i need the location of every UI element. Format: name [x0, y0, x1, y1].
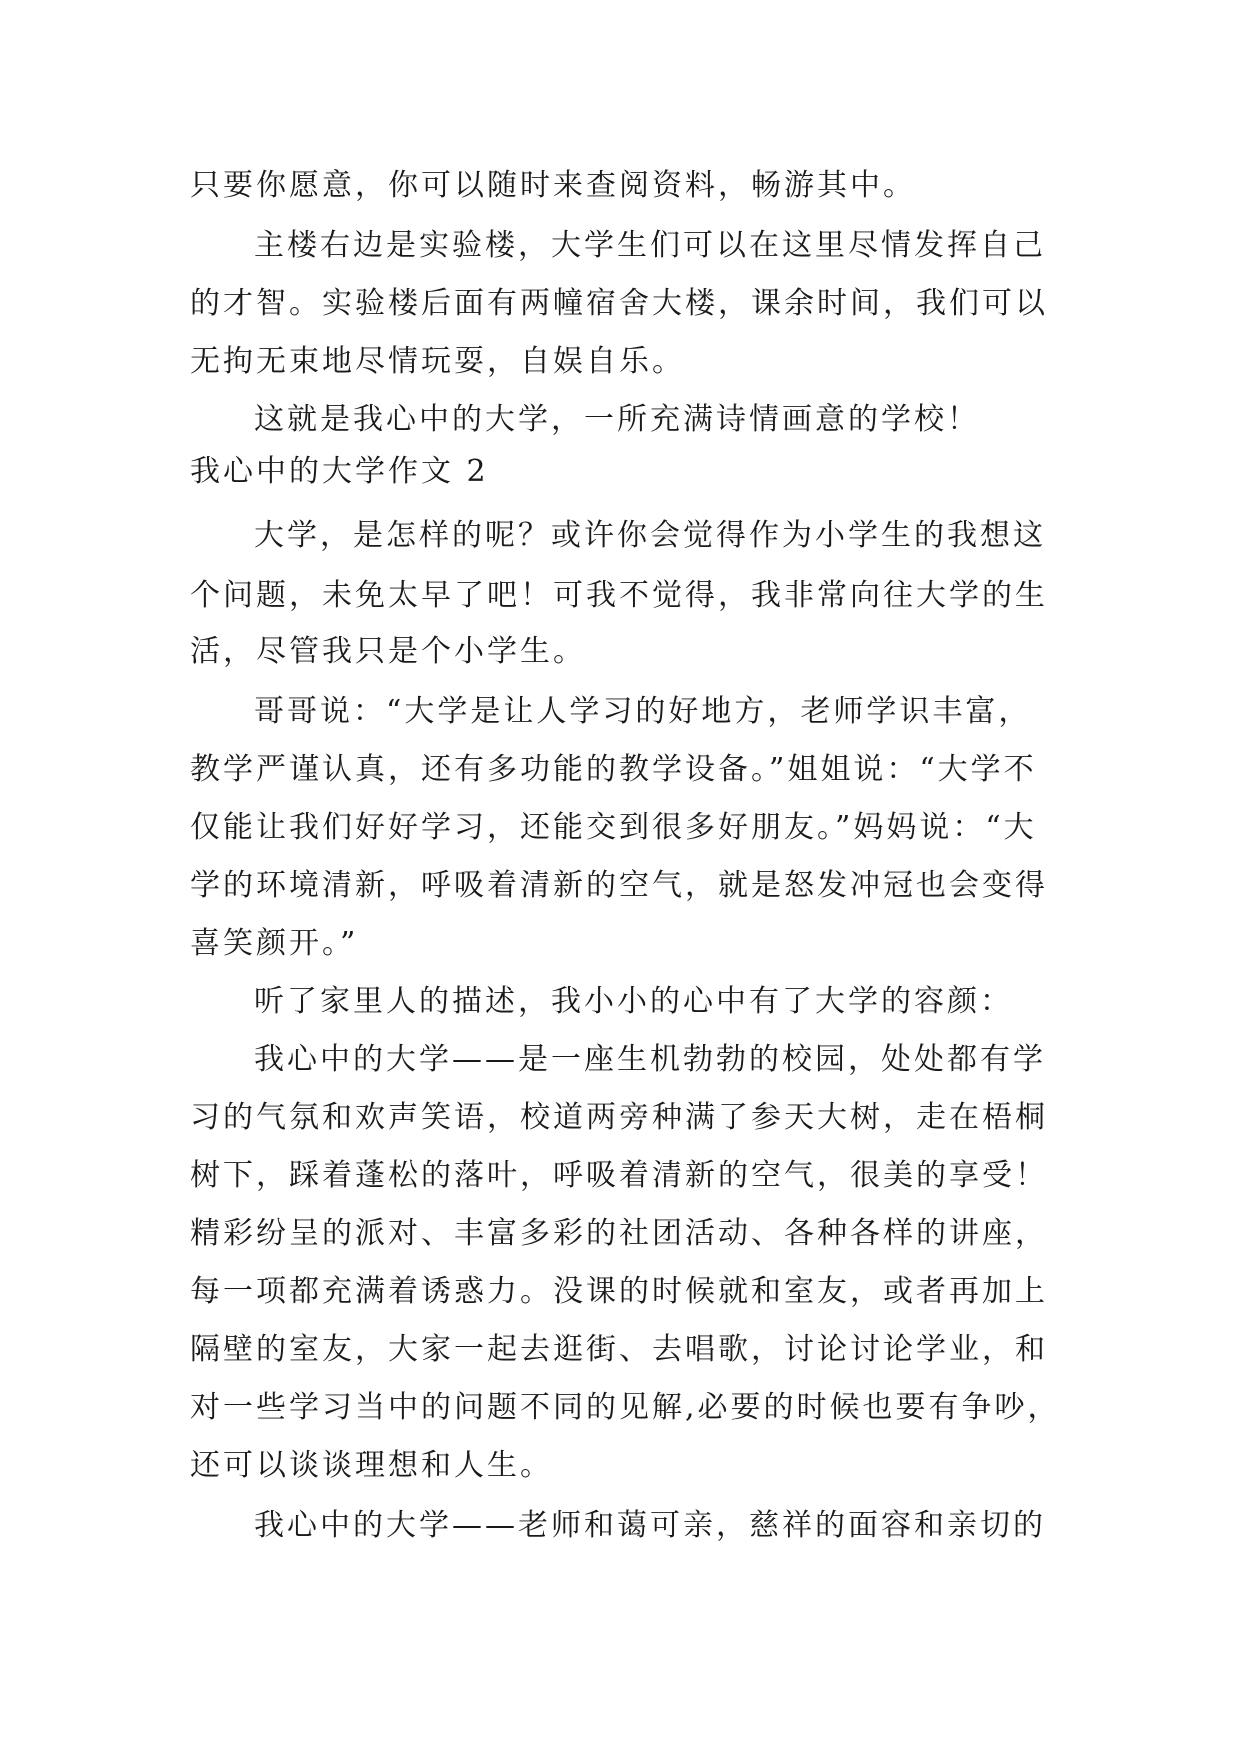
paragraph-start-line: 哥哥说：“大学是让人学习的好地方，老师学识丰富， — [254, 694, 1032, 729]
text-line: 只要你愿意，你可以随时来查阅资料，畅游其中。 — [190, 168, 916, 203]
paragraph-start-line: 我心中的大学——是一座生机勃勃的校园，处处都有学 — [254, 1042, 1046, 1077]
text-line: 精彩纷呈的派对、丰富多彩的社团活动、各种各样的讲座， — [190, 1216, 1048, 1251]
section-heading: 我心中的大学作文 2 — [190, 454, 489, 489]
text-line: 仅能让我们好好学习，还能交到很多好朋友。”妈妈说：“大 — [190, 810, 1037, 845]
text-line: 隔壁的室友，大家一起去逛街、去唱歌，讨论讨论学业，和 — [190, 1332, 1048, 1367]
paragraph-start-line: 听了家里人的描述，我小小的心中有了大学的容颜： — [254, 984, 1013, 1019]
text-line: 喜笑颜开。” — [190, 926, 359, 961]
text-line: 活，尽管我只是个小学生。 — [190, 634, 586, 669]
text-line: 还可以谈谈理想和人生。 — [190, 1448, 553, 1483]
text-line: 树下，踩着蓬松的落叶，呼吸着清新的空气，很美的享受！ — [190, 1158, 1048, 1193]
text-line: 对一些学习当中的问题不同的见解,必要的时候也要有争吵， — [190, 1390, 1061, 1425]
text-line: 每一项都充满着诱惑力。没课的时候就和室友，或者再加上 — [190, 1274, 1048, 1309]
paragraph-start-line: 大学，是怎样的呢？或许你会觉得作为小学生的我想这 — [254, 518, 1046, 553]
text-line: 的才智。实验楼后面有两幢宿舍大楼，课余时间，我们可以 — [190, 286, 1048, 321]
text-line: 个问题，未免太早了吧！可我不觉得，我非常向往大学的生 — [190, 578, 1048, 613]
text-line: 习的气氛和欢声笑语，校道两旁种满了参天大树，走在梧桐 — [190, 1100, 1048, 1135]
text-line: 教学严谨认真，还有多功能的教学设备。”姐姐说：“大学不 — [190, 752, 1037, 787]
paragraph-start-line: 我心中的大学——老师和蔼可亲，慈祥的面容和亲切的 — [254, 1508, 1046, 1543]
text-line: 无拘无束地尽情玩耍，自娱自乐。 — [190, 344, 685, 379]
text-line: 学的环境清新，呼吸着清新的空气，就是怒发冲冠也会变得 — [190, 868, 1048, 903]
paragraph-start-line: 主楼右边是实验楼，大学生们可以在这里尽情发挥自己 — [254, 228, 1046, 263]
paragraph-start-line: 这就是我心中的大学，一所充满诗情画意的学校！ — [254, 402, 980, 437]
